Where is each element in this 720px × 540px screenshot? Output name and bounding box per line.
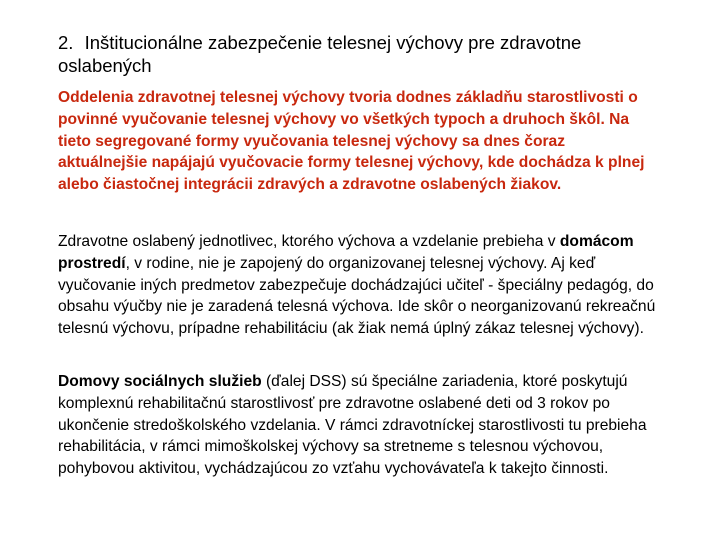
home-paragraph-rest: , v rodine, nie je zapojený do organizovanej telesnej výchovy. Aj keď vyučovanie iných predmetov zabezpečuje dochádzajúci učiteľ - špeciálny pedagóg, do obsahu výučby nie je zaradená telesná výchova. Ide skôr o neorganizovanú rekreačnú telesnú výchovu, prípadne rehabilitáciu (ak žiak nemá úplný zákaz telesnej výchovy). xyxy=(58,254,656,338)
dss-paragraph xyxy=(58,371,658,480)
home-paragraph-emphasis: domácom prostredí xyxy=(58,233,634,272)
home-paragraph-lead: Zdravotne oslabený jednotlivec, ktorého výchova a vzdelanie prebieha v xyxy=(58,233,560,250)
title-number: 2. xyxy=(58,32,74,53)
home-education-paragraph xyxy=(58,231,658,340)
intro-paragraph: Oddelenia zdravotnej telesnej výchovy tvoria dodnes základňu starostlivosti o povinné vyučovanie telesnej výchovy vo všetkých typoch a druhoch škôl. Na tieto segregované formy vyučovania telesnej výchovy sa dnes čoraz aktuálnejšie napájajú vyučovacie formy telesnej výchovy, kde dochádza k plnej alebo čiastočnej integrácii zdravých a zdravotne oslabených žiakov. xyxy=(58,89,645,194)
slide-title xyxy=(58,31,658,77)
dss-paragraph-rest: (ďalej DSS) sú špeciálne zariadenia, ktoré poskytujú komplexnú rehabilitačnú starostlivosť pre zdravotne oslabené deti od 3 rokov po ukončenie stredoškolského vzdelania. V rámci zdravotníckej starostlivosti tu prebieha rehabilitácia, v rámci mimoškolskej výchovy sa stretneme s telesnou výchovou, pohybovou aktivitou, vychádzajúcou zo vzťahu vychovávateľa k takejto činnosti. xyxy=(58,373,647,478)
title-text: Inštitucionálne zabezpečenie telesnej výchovy pre zdravotne oslabených xyxy=(58,32,582,76)
dss-paragraph-emphasis: Domovy sociálnych služieb xyxy=(58,373,262,390)
